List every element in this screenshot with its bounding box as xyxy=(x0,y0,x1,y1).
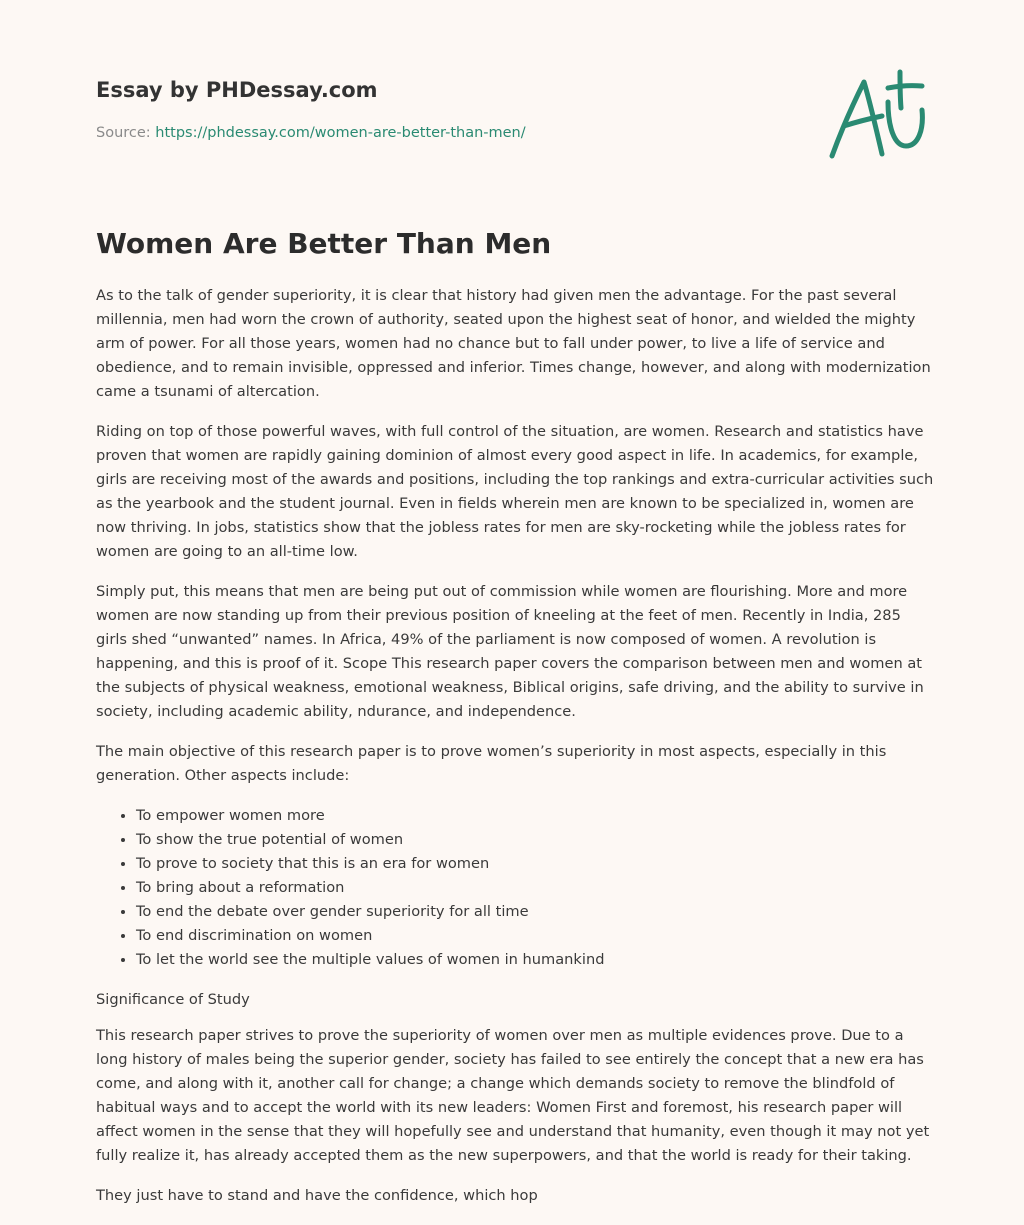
page-header xyxy=(96,74,928,174)
essay-body xyxy=(96,284,936,1224)
essay-paragraph: The main objective of this research paper is to prove women’s superiority in most aspects, especially in this generation. Other aspects include: xyxy=(96,743,887,784)
source-label: Source: xyxy=(96,125,156,141)
list-item: • To end discrimination on women xyxy=(136,924,936,948)
essay-paragraph: Simply put, this means that men are being put out of commission while women are flourishing. More and more women are now standing up from their previous position of kneeling at the feet of men. Recently in India, 285 girls shed “unwanted” names. In Africa, 49% of the parliament is now composed of women. A revolution is happening, and this is proof of it. Scope This research paper covers the comparison between men and women at the subjects of physical weakness, emotional weakness, Biblical origins, safe driving, and the ability to survive in society, including academic ability, ndurance, and independence. xyxy=(96,583,924,720)
essay-paragraph: This research paper strives to prove the superiority of women over men as multiple evidences prove. Due to a long history of males being the superior gender, society has failed to see entirely the concept that a new era has come, and along with it, another call for change; a change which demands society to remove the blindfold of habitual ways and to accept the world with its new leaders: Women First and foremost, his research paper will affect women in the sense that they will hopefully see and understand that humanity, even though it may not yet fully realize it, has already accepted them as the new superpowers, and that the world is ready for their taking. xyxy=(96,1027,930,1164)
list-item: • To empower women more xyxy=(136,804,936,828)
list-item: • To end the debate over gender superiority for all time xyxy=(136,900,936,924)
brand-title: Essay by PHDessay.com xyxy=(96,78,378,102)
objectives-list xyxy=(96,804,936,972)
list-item: • To show the true potential of women xyxy=(136,828,936,852)
list-item: • To let the world see the multiple values of women in humankind xyxy=(136,948,936,972)
section-heading: Significance of Study xyxy=(96,991,250,1008)
source-line xyxy=(96,122,526,144)
source-link[interactable]: https://phdessay.com/women-are-better-than-men/ xyxy=(155,125,526,141)
essay-title: Women Are Better Than Men xyxy=(96,227,552,260)
essay-paragraph: Riding on top of those powerful waves, with full control of the situation, are women. Research and statistics have proven that women are rapidly gaining dominion of almost every good aspect in life. In academics, for example, girls are receiving most of the awards and positions, including the top rankings and extra-curricular activities such as the yearbook and the student journal. Even in fields wherein men are known to be specialized in, women are now thriving. In jobs, statistics show that the jobless rates for men are sky-rocketing while the jobless rates for women are going to an all-time low. xyxy=(96,423,934,560)
list-item: • To prove to society that this is an era for women xyxy=(136,852,936,876)
a-plus-logo-icon xyxy=(826,68,928,164)
essay-paragraph-truncated: They just have to stand and have the confidence, which hop xyxy=(96,1187,538,1204)
list-item: • To bring about a reformation xyxy=(136,876,936,900)
essay-paragraph: As to the talk of gender superiority, it is clear that history had given men the advantage. For the past several millennia, men had worn the crown of authority, seated upon the highest seat of honor, and wielded the mighty arm of power. For all those years, women had no chance but to fall under power, to live a life of service and obedience, and to remain invisible, oppressed and inferior. Times change, however, and along with modernization came a tsunami of altercation. xyxy=(96,287,931,400)
